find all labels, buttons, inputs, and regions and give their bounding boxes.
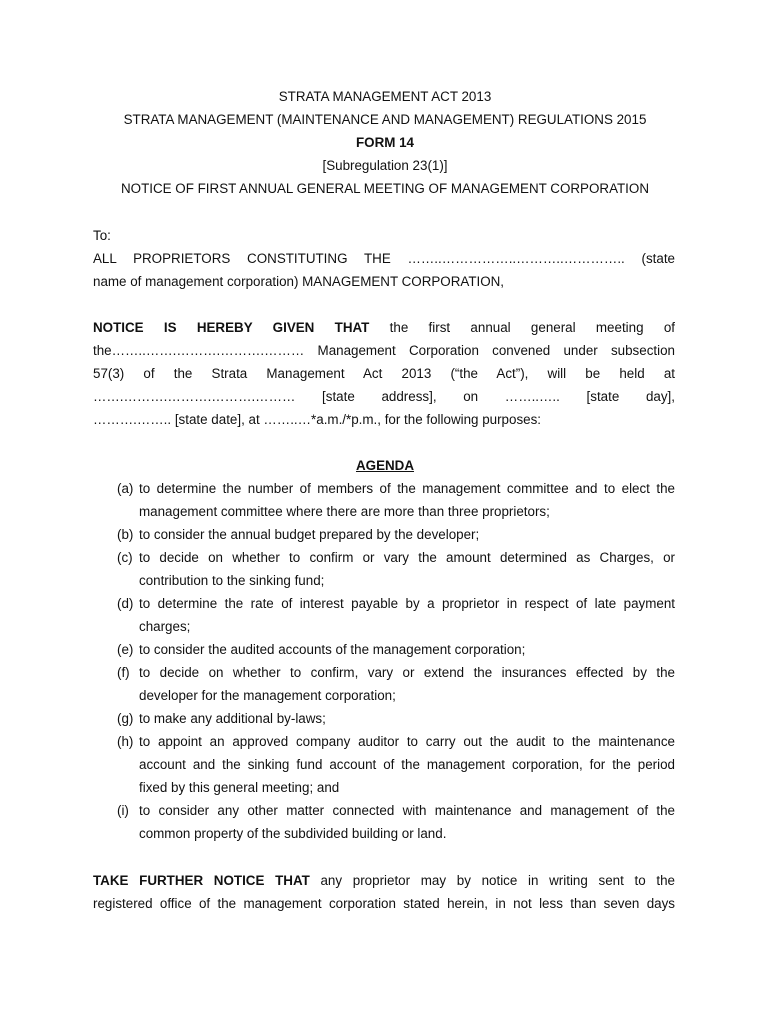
agenda-item-text: to consider the annual budget prepared by the developer;: [139, 527, 480, 542]
agenda-item-text: developer for the management corporation;: [139, 688, 396, 703]
further-lead: TAKE FURTHER NOTICE THAT: [93, 873, 310, 888]
agenda-item: [117, 730, 675, 799]
agenda-item: [117, 661, 675, 707]
agenda-item-marker: (i): [117, 803, 129, 818]
agenda-item-marker: (e): [117, 642, 134, 657]
agenda-item-marker: (g): [117, 711, 134, 726]
agenda-item: [117, 707, 675, 730]
further-line-2: registered office of the management corporation stated herein, in not less than seven days: [93, 896, 675, 911]
form-number: FORM 14: [355, 135, 415, 150]
agenda-item: [117, 523, 675, 546]
notice-line-4: …….……….……….……….……… [state address], on ……..….. [state day],: [93, 389, 675, 404]
notice-title: NOTICE OF FIRST ANNUAL GENERAL MEETING OF MANAGEMENT CORPORATION: [121, 181, 649, 196]
agenda-item-text: to determine the rate of interest payable by a proprietor in respect of late payment: [139, 596, 675, 611]
notice-line-1-text: the first annual general meeting of: [369, 320, 675, 335]
to-label: To:: [93, 228, 111, 243]
agenda-list: [117, 477, 675, 845]
regulations-title: STRATA MANAGEMENT (MAINTENANCE AND MANAGEMENT) REGULATIONS 2015: [123, 112, 647, 127]
agenda-item-marker: (h): [117, 734, 134, 749]
agenda-item-text: to consider the audited accounts of the management corporation;: [139, 642, 526, 657]
notice-lead: NOTICE IS HEREBY GIVEN THAT: [93, 320, 370, 335]
agenda-item-marker: (b): [117, 527, 134, 542]
agenda-title: AGENDA: [355, 458, 415, 473]
agenda-item-marker: (d): [117, 596, 134, 611]
notice-paragraph: [93, 316, 675, 431]
agenda-item-text: to appoint an approved company auditor to carry out the audit to the maintenance: [139, 734, 675, 749]
agenda-item-text: to decide on whether to confirm or vary the amount determined as Charges, or: [139, 550, 675, 565]
agenda-item-text: to determine the number of members of the management committee and to elect the: [139, 481, 675, 496]
agenda-item: [117, 799, 675, 845]
agenda-item: [117, 477, 675, 523]
notice-line-2: the……..…….……….……….……… Management Corporation convened under subsection: [93, 343, 675, 358]
agenda-item-marker: (c): [117, 550, 133, 565]
agenda-item-text: contribution to the sinking fund;: [139, 573, 325, 588]
agenda-item-text: to decide on whether to confirm, vary or extend the insurances effected by the: [139, 665, 675, 680]
agenda-item-text: to consider any other matter connected with maintenance and management of the: [139, 803, 675, 818]
further-line-1: [93, 869, 675, 892]
notice-line-1: [93, 316, 675, 339]
notice-line-5: ……….…….. [state date], at ……..…*a.m./*p.m., for the following purposes:: [93, 412, 542, 427]
agenda-item-text: fixed by this general meeting; and: [139, 780, 340, 795]
agenda-item: [117, 592, 675, 638]
agenda-item-text: charges;: [139, 619, 191, 634]
agenda-item-marker: (a): [117, 481, 134, 496]
addressee-block: [93, 224, 675, 293]
further-notice-paragraph: [93, 869, 675, 915]
agenda-item: [117, 638, 675, 661]
agenda-item-text: account and the sinking fund account of the management corporation, for the period: [139, 757, 675, 772]
agenda-item-text: common property of the subdivided building or land.: [139, 826, 447, 841]
addressee-line-2: name of management corporation) MANAGEMENT CORPORATION,: [93, 274, 505, 289]
further-line-1-text: any proprietor may by notice in writing sent to the: [309, 873, 675, 888]
form-header: [0, 85, 770, 200]
agenda-item: [117, 546, 675, 592]
agenda-item-text: management committee where there are more than three proprietors;: [139, 504, 550, 519]
agenda-item-text: to make any additional by-laws;: [139, 711, 326, 726]
subregulation-ref: [Subregulation 23(1)]: [322, 158, 448, 173]
act-title: STRATA MANAGEMENT ACT 2013: [278, 89, 492, 104]
addressee-line-1: ALL PROPRIETORS CONSTITUTING THE ……..……………..………..………….. (state: [93, 251, 675, 266]
agenda-item-marker: (f): [117, 665, 130, 680]
notice-line-3: 57(3) of the Strata Management Act 2013 (“the Act”), will be held at: [93, 366, 675, 381]
